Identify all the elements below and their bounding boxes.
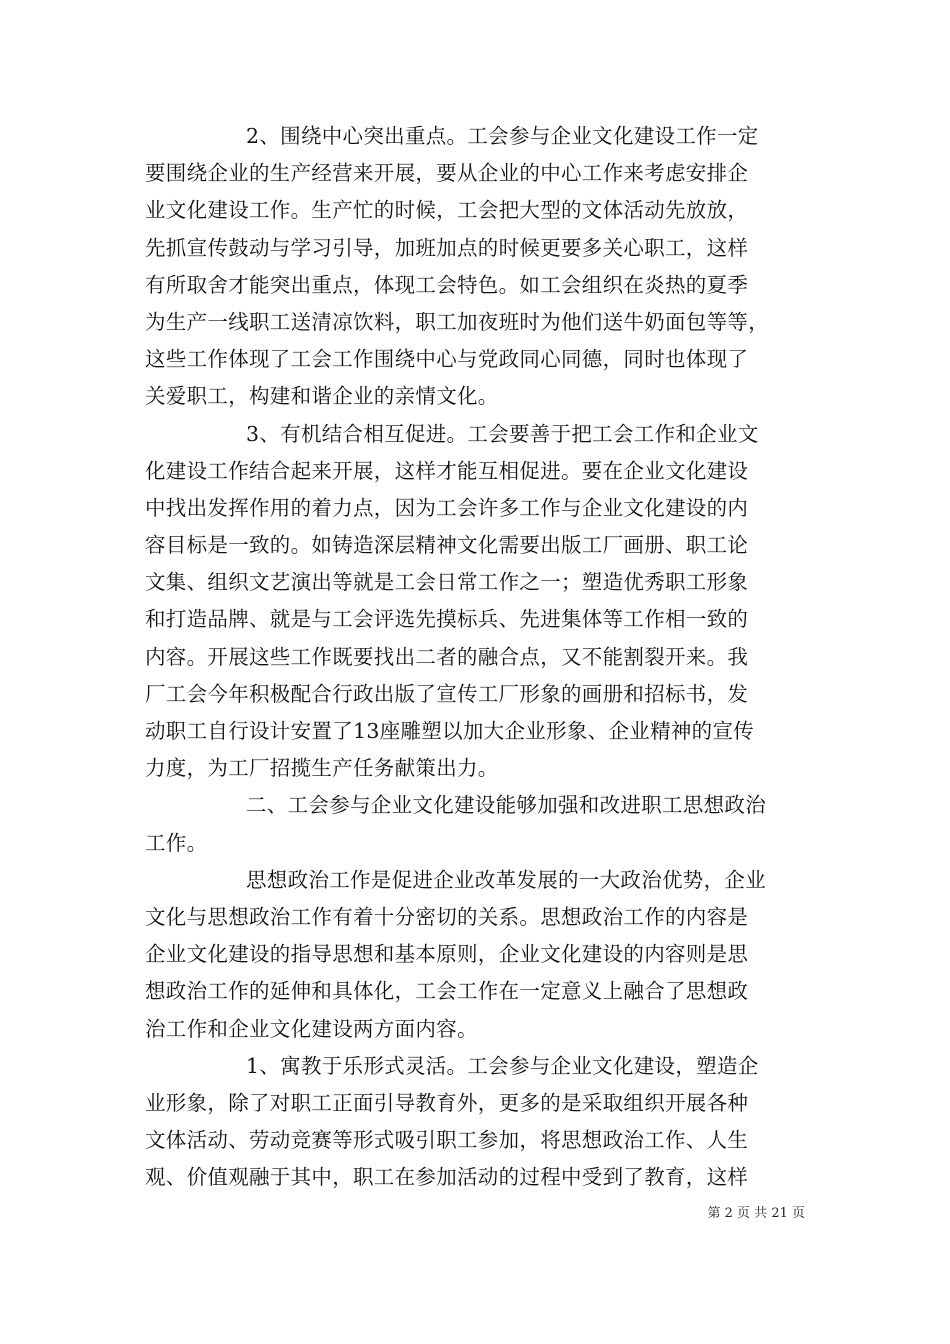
paragraph-line: 观、价值观融于其中，职工在参加活动的过程中受到了教育，这样 — [145, 1165, 749, 1190]
paragraph-line: 文化与思想政治工作有着十分密切的关系。思想政治工作的内容是 — [145, 904, 749, 929]
paragraph-line: 业文化建设工作。生产忙的时候，工会把大型的文体活动先放放， — [145, 198, 749, 223]
paragraph-line: 动职工自行设计安置了13座雕塑以加大企业形象、企业精神的宣传 — [145, 719, 755, 743]
paragraph-line: 企业文化建设的指导思想和基本原则，企业文化建设的内容则是思 — [145, 942, 749, 967]
paragraph-line: 1、寓教于乐形式灵活。工会参与企业文化建设，塑造企 — [246, 1053, 759, 1078]
paragraph-line: 厂工会今年积极配合行政出版了宣传工厂形象的画册和招标书，发 — [145, 681, 749, 706]
heading-line: 工作。 — [145, 830, 208, 855]
paragraph-line: 要围绕企业的生产经营来开展，要从企业的中心工作来考虑安排企 — [145, 161, 749, 186]
paragraph-line: 文体活动、劳动竞赛等形式吸引职工参加，将思想政治工作、人生 — [145, 1128, 749, 1153]
paragraph-line: 思想政治工作是促进企业改革发展的一大政治优势，企业 — [246, 867, 766, 892]
paragraph-line: 业形象，除了对职工正面引导教育外，更多的是采取组织开展各种 — [145, 1090, 749, 1115]
paragraph-5 — [145, 1048, 810, 1197]
paragraph-line: 先抓宣传鼓动与学习引导，加班加点的时候更要多关心职工，这样 — [145, 235, 749, 260]
paragraph-line: 和打造品牌、就是与工会评选先摸标兵、先进集体等工作相一致的 — [145, 607, 749, 632]
paragraph-4 — [145, 862, 810, 1048]
page-number-footer: 第 2 页 共 21 页 — [707, 1206, 805, 1221]
paragraph-line: 这些工作体现了工会工作围绕中心与党政同心同德，同时也体现了 — [145, 347, 749, 372]
paragraph-line: 想政治工作的延伸和具体化，工会工作在一定意义上融合了思想政 — [145, 979, 749, 1004]
paragraph-line: 中找出发挥作用的着力点，因为工会许多工作与企业文化建设的内 — [145, 495, 749, 520]
paragraph-2 — [145, 416, 810, 788]
paragraph-line: 内容。开展这些工作既要找出二者的融合点，又不能割裂开来。我 — [145, 644, 749, 669]
document-body — [145, 118, 810, 1196]
paragraph-line: 2、围绕中心突出重点。工会参与企业文化建设工作一定 — [246, 124, 759, 148]
paragraph-line: 有所取舍才能突出重点，体现工会特色。如工会组织在炎热的夏季 — [145, 272, 749, 297]
paragraph-line: 力度，为工厂招揽生产任务献策出力。 — [145, 756, 499, 781]
section-heading — [145, 787, 810, 861]
paragraph-1 — [145, 118, 810, 416]
paragraph-line: 为生产一线职工送清凉饮料，职工加夜班时为他们送牛奶面包等等， — [145, 309, 769, 334]
paragraph-line: 治工作和企业文化建设两方面内容。 — [145, 1016, 478, 1041]
paragraph-line: 容目标是一致的。如铸造深层精神文化需要出版工厂画册、职工论 — [145, 533, 749, 558]
paragraph-line: 关爱职工，构建和谐企业的亲情文化。 — [145, 384, 499, 409]
paragraph-line: 化建设工作结合起来开展，这样才能互相促进。要在企业文化建设 — [145, 458, 749, 483]
paragraph-line: 文集、组织文艺演出等就是工会日常工作之一；塑造优秀职工形象 — [145, 570, 749, 595]
heading-line: 二、工会参与企业文化建设能够加强和改进职工思想政治 — [246, 793, 766, 818]
paragraph-line: 3、有机结合相互促进。工会要善于把工会工作和企业文 — [246, 421, 759, 446]
